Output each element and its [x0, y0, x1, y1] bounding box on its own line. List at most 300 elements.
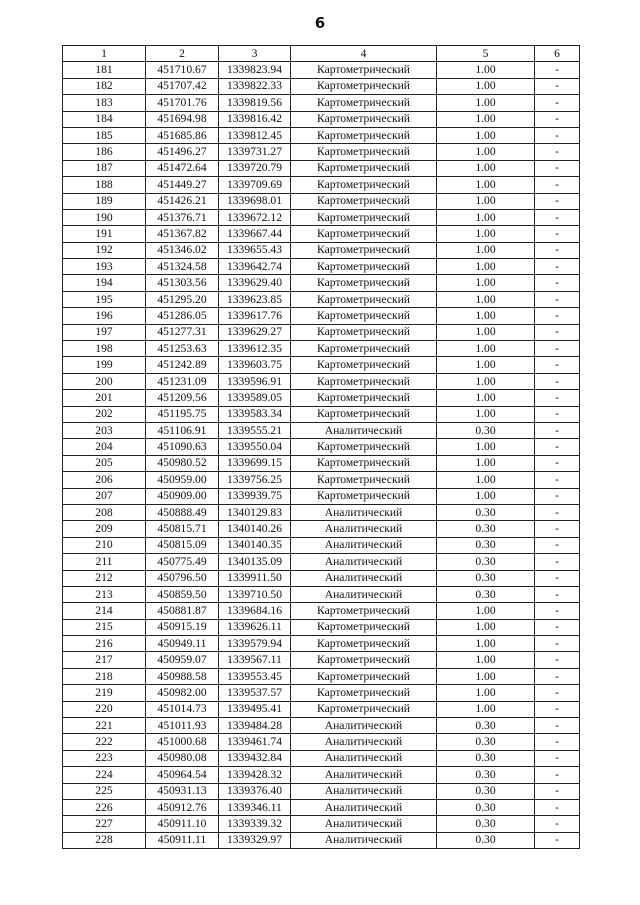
method-cell: Картометрический — [291, 242, 437, 258]
point-number-cell: 213 — [63, 586, 146, 602]
point-number-cell: 182 — [63, 78, 146, 94]
point-number-cell: 211 — [63, 554, 146, 570]
point-number-cell: 203 — [63, 422, 146, 438]
point-number-cell: 195 — [63, 291, 146, 307]
x-coordinate-cell: 451472.64 — [146, 160, 219, 176]
y-coordinate-cell: 1339329.97 — [219, 832, 291, 848]
note-cell: - — [535, 799, 580, 815]
x-coordinate-cell: 451011.93 — [146, 718, 219, 734]
note-cell: - — [535, 537, 580, 553]
accuracy-cell: 1.00 — [437, 619, 535, 635]
point-number-cell: 206 — [63, 472, 146, 488]
table-row — [63, 259, 580, 275]
note-cell: - — [535, 160, 580, 176]
point-number-cell: 221 — [63, 718, 146, 734]
x-coordinate-cell: 451242.89 — [146, 357, 219, 373]
point-number-cell: 198 — [63, 341, 146, 357]
y-coordinate-cell: 1339911.50 — [219, 570, 291, 586]
page-number: 6 — [314, 14, 326, 32]
method-cell: Картометрический — [291, 685, 437, 701]
x-coordinate-cell: 451303.56 — [146, 275, 219, 291]
coordinates-table — [62, 45, 580, 849]
x-coordinate-cell: 451295.20 — [146, 291, 219, 307]
x-coordinate-cell: 451324.58 — [146, 259, 219, 275]
method-cell: Картометрический — [291, 111, 437, 127]
x-coordinate-cell: 450888.49 — [146, 504, 219, 520]
note-cell: - — [535, 78, 580, 94]
point-number-cell: 219 — [63, 685, 146, 701]
table-row — [63, 390, 580, 406]
accuracy-cell: 1.00 — [437, 275, 535, 291]
point-number-cell: 187 — [63, 160, 146, 176]
accuracy-cell: 1.00 — [437, 177, 535, 193]
accuracy-cell: 1.00 — [437, 193, 535, 209]
method-cell: Аналитический — [291, 799, 437, 815]
method-cell: Аналитический — [291, 422, 437, 438]
method-cell: Картометрический — [291, 193, 437, 209]
y-coordinate-cell: 1339720.79 — [219, 160, 291, 176]
x-coordinate-cell: 451000.68 — [146, 734, 219, 750]
note-cell: - — [535, 832, 580, 848]
column-header: 2 — [146, 46, 219, 62]
column-header: 6 — [535, 46, 580, 62]
accuracy-cell: 1.00 — [437, 62, 535, 78]
x-coordinate-cell: 450915.19 — [146, 619, 219, 635]
method-cell: Картометрический — [291, 209, 437, 225]
table-row — [63, 160, 580, 176]
x-coordinate-cell: 450859.50 — [146, 586, 219, 602]
note-cell: - — [535, 521, 580, 537]
note-cell: - — [535, 324, 580, 340]
x-coordinate-cell: 451426.21 — [146, 193, 219, 209]
x-coordinate-cell: 451376.71 — [146, 209, 219, 225]
y-coordinate-cell: 1339642.74 — [219, 259, 291, 275]
y-coordinate-cell: 1339819.56 — [219, 95, 291, 111]
table-row — [63, 603, 580, 619]
note-cell: - — [535, 62, 580, 78]
table-body — [63, 62, 580, 849]
y-coordinate-cell: 1339626.11 — [219, 619, 291, 635]
method-cell: Картометрический — [291, 390, 437, 406]
method-cell: Картометрический — [291, 127, 437, 143]
table-row — [63, 668, 580, 684]
note-cell: - — [535, 455, 580, 471]
y-coordinate-cell: 1339756.25 — [219, 472, 291, 488]
y-coordinate-cell: 1339579.94 — [219, 636, 291, 652]
method-cell: Картометрический — [291, 652, 437, 668]
y-coordinate-cell: 1339432.84 — [219, 750, 291, 766]
note-cell: - — [535, 341, 580, 357]
accuracy-cell: 1.00 — [437, 127, 535, 143]
point-number-cell: 223 — [63, 750, 146, 766]
point-number-cell: 194 — [63, 275, 146, 291]
y-coordinate-cell: 1339596.91 — [219, 373, 291, 389]
accuracy-cell: 1.00 — [437, 324, 535, 340]
accuracy-cell: 1.00 — [437, 259, 535, 275]
table-row — [63, 750, 580, 766]
point-number-cell: 227 — [63, 816, 146, 832]
x-coordinate-cell: 451449.27 — [146, 177, 219, 193]
accuracy-cell: 0.30 — [437, 554, 535, 570]
point-number-cell: 228 — [63, 832, 146, 848]
accuracy-cell: 1.00 — [437, 144, 535, 160]
accuracy-cell: 1.00 — [437, 373, 535, 389]
note-cell: - — [535, 291, 580, 307]
accuracy-cell: 1.00 — [437, 652, 535, 668]
x-coordinate-cell: 451231.09 — [146, 373, 219, 389]
method-cell: Картометрический — [291, 341, 437, 357]
table-row — [63, 636, 580, 652]
accuracy-cell: 0.30 — [437, 783, 535, 799]
note-cell: - — [535, 259, 580, 275]
note-cell: - — [535, 226, 580, 242]
x-coordinate-cell: 450911.10 — [146, 816, 219, 832]
point-number-cell: 193 — [63, 259, 146, 275]
x-coordinate-cell: 451710.67 — [146, 62, 219, 78]
accuracy-cell: 0.30 — [437, 521, 535, 537]
x-coordinate-cell: 451277.31 — [146, 324, 219, 340]
point-number-cell: 197 — [63, 324, 146, 340]
x-coordinate-cell: 450964.54 — [146, 767, 219, 783]
accuracy-cell: 0.30 — [437, 537, 535, 553]
point-number-cell: 181 — [63, 62, 146, 78]
method-cell: Картометрический — [291, 95, 437, 111]
table-row — [63, 78, 580, 94]
method-cell: Аналитический — [291, 521, 437, 537]
point-number-cell: 216 — [63, 636, 146, 652]
x-coordinate-cell: 450959.00 — [146, 472, 219, 488]
y-coordinate-cell: 1340129.83 — [219, 504, 291, 520]
column-header: 5 — [437, 46, 535, 62]
table-row — [63, 275, 580, 291]
y-coordinate-cell: 1339709.69 — [219, 177, 291, 193]
table-row — [63, 62, 580, 78]
y-coordinate-cell: 1339555.21 — [219, 422, 291, 438]
method-cell: Картометрический — [291, 275, 437, 291]
column-header: 3 — [219, 46, 291, 62]
x-coordinate-cell: 450909.00 — [146, 488, 219, 504]
y-coordinate-cell: 1339822.33 — [219, 78, 291, 94]
accuracy-cell: 0.30 — [437, 799, 535, 815]
accuracy-cell: 1.00 — [437, 455, 535, 471]
y-coordinate-cell: 1340135.09 — [219, 554, 291, 570]
x-coordinate-cell: 450959.07 — [146, 652, 219, 668]
x-coordinate-cell: 451346.02 — [146, 242, 219, 258]
column-header: 1 — [63, 46, 146, 62]
table-row — [63, 324, 580, 340]
accuracy-cell: 1.00 — [437, 701, 535, 717]
y-coordinate-cell: 1339629.40 — [219, 275, 291, 291]
column-header: 4 — [291, 46, 437, 62]
y-coordinate-cell: 1339655.43 — [219, 242, 291, 258]
point-number-cell: 185 — [63, 127, 146, 143]
accuracy-cell: 1.00 — [437, 308, 535, 324]
table-row — [63, 685, 580, 701]
x-coordinate-cell: 451090.63 — [146, 439, 219, 455]
note-cell: - — [535, 390, 580, 406]
note-cell: - — [535, 373, 580, 389]
x-coordinate-cell: 450949.11 — [146, 636, 219, 652]
x-coordinate-cell: 451707.42 — [146, 78, 219, 94]
point-number-cell: 205 — [63, 455, 146, 471]
point-number-cell: 188 — [63, 177, 146, 193]
point-number-cell: 220 — [63, 701, 146, 717]
point-number-cell: 225 — [63, 783, 146, 799]
method-cell: Картометрический — [291, 636, 437, 652]
note-cell: - — [535, 406, 580, 422]
x-coordinate-cell: 450980.08 — [146, 750, 219, 766]
accuracy-cell: 1.00 — [437, 603, 535, 619]
method-cell: Картометрический — [291, 259, 437, 275]
point-number-cell: 215 — [63, 619, 146, 635]
note-cell: - — [535, 472, 580, 488]
method-cell: Картометрический — [291, 324, 437, 340]
x-coordinate-cell: 451014.73 — [146, 701, 219, 717]
note-cell: - — [535, 439, 580, 455]
x-coordinate-cell: 450931.13 — [146, 783, 219, 799]
method-cell: Картометрический — [291, 406, 437, 422]
note-cell: - — [535, 701, 580, 717]
y-coordinate-cell: 1339667.44 — [219, 226, 291, 242]
y-coordinate-cell: 1339550.04 — [219, 439, 291, 455]
x-coordinate-cell: 450980.52 — [146, 455, 219, 471]
table-row — [63, 226, 580, 242]
table-row — [63, 111, 580, 127]
note-cell: - — [535, 603, 580, 619]
accuracy-cell: 1.00 — [437, 406, 535, 422]
y-coordinate-cell: 1339710.50 — [219, 586, 291, 602]
note-cell: - — [535, 111, 580, 127]
y-coordinate-cell: 1339623.85 — [219, 291, 291, 307]
table-row — [63, 373, 580, 389]
point-number-cell: 222 — [63, 734, 146, 750]
table-row — [63, 799, 580, 815]
table-row — [63, 832, 580, 848]
table-row — [63, 209, 580, 225]
note-cell: - — [535, 242, 580, 258]
accuracy-cell: 1.00 — [437, 472, 535, 488]
point-number-cell: 192 — [63, 242, 146, 258]
accuracy-cell: 0.30 — [437, 816, 535, 832]
x-coordinate-cell: 451496.27 — [146, 144, 219, 160]
note-cell: - — [535, 685, 580, 701]
note-cell: - — [535, 422, 580, 438]
table-row — [63, 504, 580, 520]
accuracy-cell: 0.30 — [437, 504, 535, 520]
accuracy-cell: 1.00 — [437, 341, 535, 357]
accuracy-cell: 1.00 — [437, 160, 535, 176]
method-cell: Аналитический — [291, 734, 437, 750]
method-cell: Картометрический — [291, 226, 437, 242]
point-number-cell: 204 — [63, 439, 146, 455]
y-coordinate-cell: 1339339.32 — [219, 816, 291, 832]
method-cell: Аналитический — [291, 570, 437, 586]
note-cell: - — [535, 619, 580, 635]
point-number-cell: 183 — [63, 95, 146, 111]
table-row — [63, 144, 580, 160]
note-cell: - — [535, 308, 580, 324]
accuracy-cell: 1.00 — [437, 111, 535, 127]
method-cell: Картометрический — [291, 472, 437, 488]
point-number-cell: 226 — [63, 799, 146, 815]
method-cell: Картометрический — [291, 373, 437, 389]
method-cell: Картометрический — [291, 78, 437, 94]
table-row — [63, 488, 580, 504]
table-row — [63, 95, 580, 111]
x-coordinate-cell: 451694.98 — [146, 111, 219, 127]
accuracy-cell: 1.00 — [437, 685, 535, 701]
table-row — [63, 734, 580, 750]
method-cell: Картометрический — [291, 62, 437, 78]
x-coordinate-cell: 450912.76 — [146, 799, 219, 815]
accuracy-cell: 0.30 — [437, 586, 535, 602]
point-number-cell: 214 — [63, 603, 146, 619]
note-cell: - — [535, 586, 580, 602]
point-number-cell: 209 — [63, 521, 146, 537]
x-coordinate-cell: 450988.58 — [146, 668, 219, 684]
method-cell: Аналитический — [291, 783, 437, 799]
method-cell: Аналитический — [291, 554, 437, 570]
x-coordinate-cell: 451701.76 — [146, 95, 219, 111]
table-row — [63, 652, 580, 668]
y-coordinate-cell: 1339495.41 — [219, 701, 291, 717]
note-cell: - — [535, 504, 580, 520]
table-row — [63, 521, 580, 537]
y-coordinate-cell: 1339461.74 — [219, 734, 291, 750]
y-coordinate-cell: 1339812.45 — [219, 127, 291, 143]
y-coordinate-cell: 1339428.32 — [219, 767, 291, 783]
method-cell: Картометрический — [291, 439, 437, 455]
y-coordinate-cell: 1339376.40 — [219, 783, 291, 799]
method-cell: Аналитический — [291, 816, 437, 832]
y-coordinate-cell: 1339731.27 — [219, 144, 291, 160]
note-cell: - — [535, 209, 580, 225]
method-cell: Картометрический — [291, 357, 437, 373]
y-coordinate-cell: 1339603.75 — [219, 357, 291, 373]
accuracy-cell: 0.30 — [437, 734, 535, 750]
table-row — [63, 619, 580, 635]
note-cell: - — [535, 734, 580, 750]
accuracy-cell: 1.00 — [437, 390, 535, 406]
point-number-cell: 208 — [63, 504, 146, 520]
point-number-cell: 189 — [63, 193, 146, 209]
accuracy-cell: 1.00 — [437, 291, 535, 307]
x-coordinate-cell: 450982.00 — [146, 685, 219, 701]
x-coordinate-cell: 450775.49 — [146, 554, 219, 570]
table-row — [63, 177, 580, 193]
method-cell: Аналитический — [291, 537, 437, 553]
x-coordinate-cell: 451209.56 — [146, 390, 219, 406]
point-number-cell: 207 — [63, 488, 146, 504]
note-cell: - — [535, 570, 580, 586]
y-coordinate-cell: 1339684.16 — [219, 603, 291, 619]
table-row — [63, 341, 580, 357]
y-coordinate-cell: 1339589.05 — [219, 390, 291, 406]
method-cell: Картометрический — [291, 291, 437, 307]
point-number-cell: 196 — [63, 308, 146, 324]
table-row — [63, 718, 580, 734]
method-cell: Картометрический — [291, 455, 437, 471]
accuracy-cell: 1.00 — [437, 209, 535, 225]
point-number-cell: 202 — [63, 406, 146, 422]
method-cell: Аналитический — [291, 586, 437, 602]
y-coordinate-cell: 1339537.57 — [219, 685, 291, 701]
accuracy-cell: 1.00 — [437, 357, 535, 373]
point-number-cell: 191 — [63, 226, 146, 242]
accuracy-cell: 1.00 — [437, 78, 535, 94]
note-cell: - — [535, 177, 580, 193]
x-coordinate-cell: 450796.50 — [146, 570, 219, 586]
accuracy-cell: 1.00 — [437, 636, 535, 652]
point-number-cell: 224 — [63, 767, 146, 783]
accuracy-cell: 1.00 — [437, 242, 535, 258]
table-row — [63, 816, 580, 832]
method-cell: Картометрический — [291, 308, 437, 324]
table-row — [63, 767, 580, 783]
x-coordinate-cell: 451195.75 — [146, 406, 219, 422]
note-cell: - — [535, 718, 580, 734]
table-row — [63, 406, 580, 422]
note-cell: - — [535, 357, 580, 373]
method-cell: Картометрический — [291, 603, 437, 619]
accuracy-cell: 0.30 — [437, 767, 535, 783]
method-cell: Картометрический — [291, 488, 437, 504]
method-cell: Картометрический — [291, 701, 437, 717]
method-cell: Аналитический — [291, 750, 437, 766]
method-cell: Картометрический — [291, 668, 437, 684]
table-row — [63, 242, 580, 258]
table-row — [63, 472, 580, 488]
method-cell: Картометрический — [291, 160, 437, 176]
x-coordinate-cell: 451685.86 — [146, 127, 219, 143]
table-row — [63, 308, 580, 324]
note-cell: - — [535, 767, 580, 783]
y-coordinate-cell: 1339617.76 — [219, 308, 291, 324]
note-cell: - — [535, 127, 580, 143]
accuracy-cell: 0.30 — [437, 832, 535, 848]
table-row — [63, 439, 580, 455]
note-cell: - — [535, 750, 580, 766]
table-row — [63, 570, 580, 586]
y-coordinate-cell: 1339939.75 — [219, 488, 291, 504]
y-coordinate-cell: 1339629.27 — [219, 324, 291, 340]
accuracy-cell: 1.00 — [437, 226, 535, 242]
point-number-cell: 210 — [63, 537, 146, 553]
table-row — [63, 357, 580, 373]
accuracy-cell: 1.00 — [437, 439, 535, 455]
accuracy-cell: 0.30 — [437, 718, 535, 734]
note-cell: - — [535, 652, 580, 668]
note-cell: - — [535, 144, 580, 160]
table-header-row — [63, 46, 580, 62]
accuracy-cell: 1.00 — [437, 95, 535, 111]
y-coordinate-cell: 1339484.28 — [219, 718, 291, 734]
y-coordinate-cell: 1339699.15 — [219, 455, 291, 471]
point-number-cell: 200 — [63, 373, 146, 389]
method-cell: Аналитический — [291, 718, 437, 734]
x-coordinate-cell: 451286.05 — [146, 308, 219, 324]
x-coordinate-cell: 450911.11 — [146, 832, 219, 848]
x-coordinate-cell: 451106.91 — [146, 422, 219, 438]
y-coordinate-cell: 1339553.45 — [219, 668, 291, 684]
method-cell: Аналитический — [291, 767, 437, 783]
method-cell: Картометрический — [291, 144, 437, 160]
note-cell: - — [535, 95, 580, 111]
point-number-cell: 199 — [63, 357, 146, 373]
point-number-cell: 201 — [63, 390, 146, 406]
note-cell: - — [535, 816, 580, 832]
note-cell: - — [535, 488, 580, 504]
